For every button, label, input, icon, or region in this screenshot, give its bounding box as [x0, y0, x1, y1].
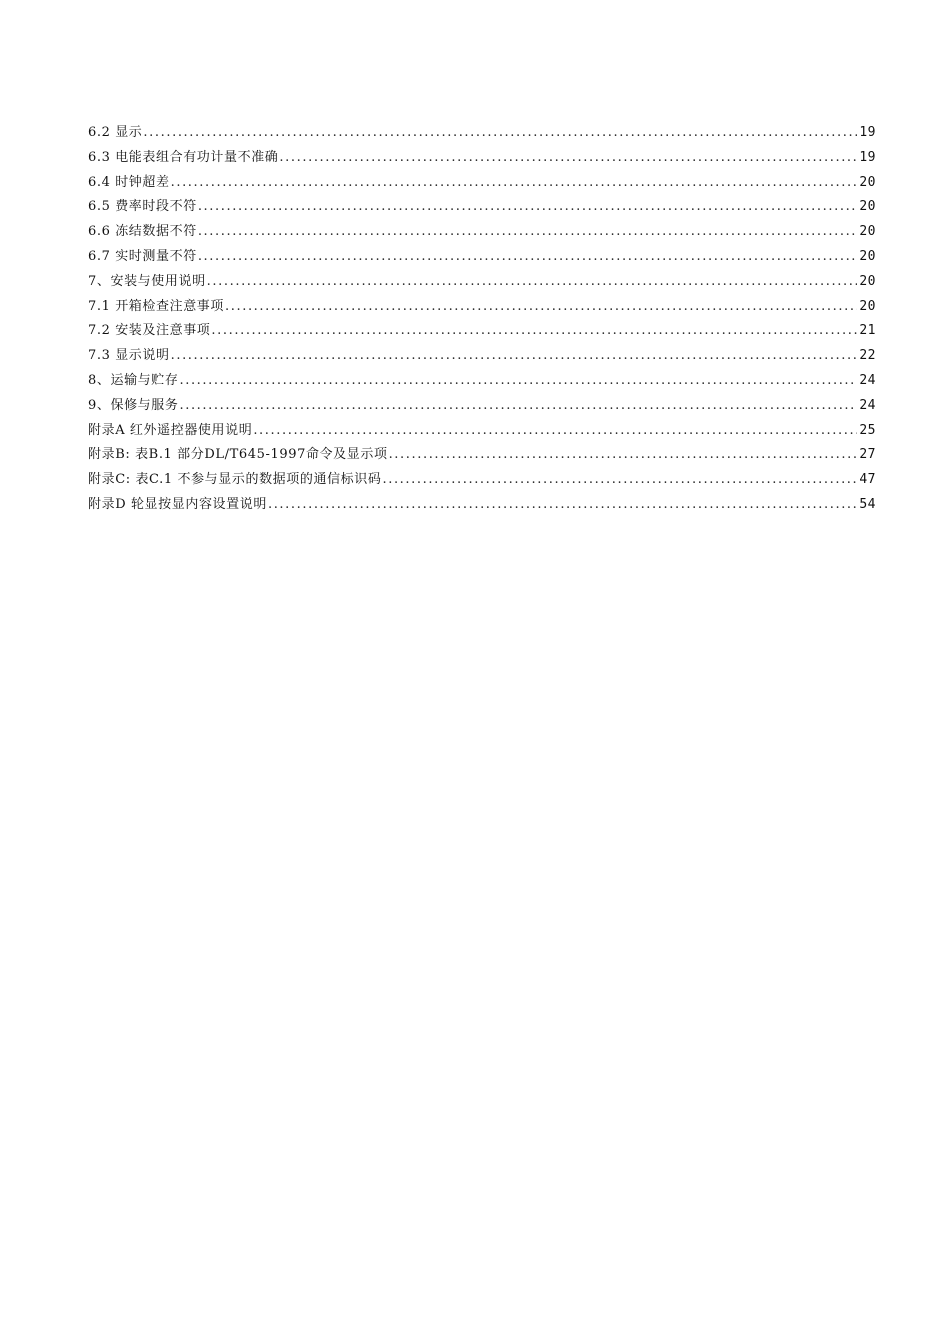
toc-dot-leader [198, 199, 858, 214]
toc-entry-label: 6.7 实时测量不符 [88, 248, 197, 264]
toc-dot-leader [207, 274, 858, 289]
toc-dot-leader [171, 175, 858, 190]
toc-entry[interactable] [88, 493, 876, 518]
toc-entry-page: 19 [859, 125, 876, 140]
toc-entry-page: 20 [859, 199, 876, 215]
toc-entry-page: 20 [859, 248, 876, 264]
toc-entry-label: 6.5 费率时段不符 [88, 199, 197, 215]
toc-entry-page: 27 [859, 447, 876, 463]
toc-entry[interactable] [88, 295, 876, 320]
toc-dot-leader [171, 348, 858, 363]
toc-entry-page: 24 [859, 372, 876, 388]
toc-dot-leader [279, 150, 857, 165]
toc-entry-label: 6.3 电能表组合有功计量不准确 [88, 149, 279, 165]
toc-entry-label: 9、保修与服务 [88, 397, 179, 413]
toc-entry[interactable] [88, 220, 876, 245]
toc-entry-label: 8、运输与贮存 [88, 372, 179, 388]
toc-entry-label: 7、安装与使用说明 [88, 273, 206, 289]
toc-entry-page: 54 [859, 496, 876, 512]
toc-entry-label: 7.2 安装及注意事项 [88, 323, 211, 339]
toc-entry-label: 附录A 红外遥控器使用说明 [88, 422, 253, 438]
toc-entry-label: 7.3 显示说明 [88, 348, 170, 364]
toc-entry[interactable] [88, 468, 876, 493]
toc-dot-leader [179, 398, 857, 413]
toc-entry-label: 7.1 开箱检查注意事项 [88, 298, 225, 314]
toc-entry-label: 附录B: 表B.1 部分DL/T645-1997命令及显示项 [88, 447, 388, 463]
toc-entry-page: 19 [859, 149, 876, 165]
toc-entry-label: 附录D 轮显按显内容设置说明 [88, 496, 267, 512]
toc-entry-page: 20 [859, 224, 876, 240]
toc-dot-leader [225, 299, 857, 314]
toc-dot-leader [179, 373, 857, 388]
toc-entry-page: 20 [859, 174, 876, 190]
toc-entry[interactable] [88, 344, 876, 369]
toc-entry-page: 22 [859, 348, 876, 364]
toc-dot-leader [143, 125, 857, 140]
toc-entry[interactable] [88, 195, 876, 220]
toc-entry[interactable] [88, 245, 876, 270]
toc-dot-leader [198, 224, 858, 239]
toc-entry[interactable] [88, 270, 876, 295]
toc-entry[interactable] [88, 146, 876, 171]
toc-entry[interactable] [88, 121, 876, 146]
toc-entry[interactable] [88, 369, 876, 394]
toc-dot-leader [268, 497, 857, 512]
toc-dot-leader [211, 323, 857, 338]
toc-entry[interactable] [88, 419, 876, 444]
toc-dot-leader [198, 249, 858, 264]
toc-entry-page: 24 [859, 397, 876, 413]
toc-entry-label: 附录C: 表C.1 不参与显示的数据项的通信标识码 [88, 472, 382, 488]
toc-entry[interactable] [88, 171, 876, 196]
toc-dot-leader [389, 447, 858, 462]
toc-entry-page: 21 [859, 323, 876, 339]
toc-entry-label: 6.6 冻结数据不符 [88, 224, 197, 240]
toc-entry-page: 20 [859, 273, 876, 289]
table-of-contents [88, 121, 876, 518]
toc-dot-leader [253, 423, 857, 438]
toc-entry[interactable] [88, 394, 876, 419]
toc-entry[interactable] [88, 443, 876, 468]
toc-entry[interactable] [88, 319, 876, 344]
toc-entry-label: 6.4 时钟超差 [88, 174, 170, 190]
toc-entry-page: 47 [859, 472, 876, 488]
toc-entry-page: 25 [859, 422, 876, 438]
toc-entry-label: 6.2 显示 [88, 125, 143, 140]
toc-entry-page: 20 [859, 298, 876, 314]
toc-dot-leader [382, 472, 857, 487]
